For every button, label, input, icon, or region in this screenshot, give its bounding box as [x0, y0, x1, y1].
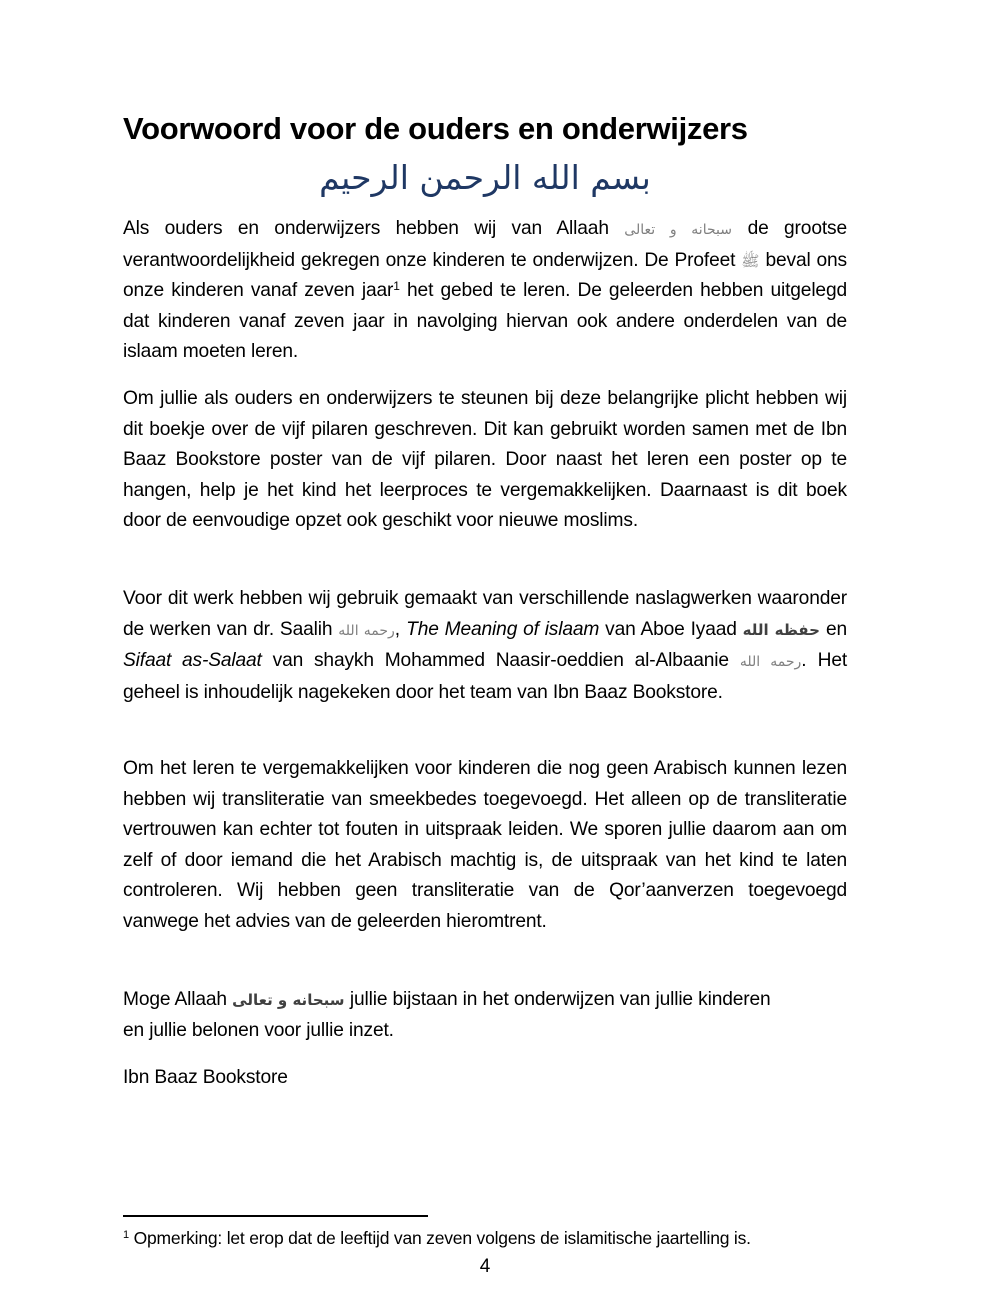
- text-segment: van Aboe Iyaad: [605, 618, 737, 640]
- text-segment: van shaykh Mohammed Naasir-oeddien al-Albaanie: [272, 650, 729, 672]
- footnote-number: 1: [123, 1229, 129, 1241]
- paragraph-dua: [123, 985, 773, 1046]
- text-segment: het gebed te leren. De geleerden hebben uitgelegd dat kinderen vanaf zeven jaar in navolging hiervan ook andere onderdelen van de islaam moeten leren.: [123, 280, 847, 363]
- honorific-rahimahullah: رحمه الله: [338, 622, 395, 639]
- text-segment: de grootse verantwoordelijkheid gekregen onze kinderen te onderwijzen. De Profeet: [123, 218, 847, 271]
- text-segment: Moge Allaah: [123, 989, 227, 1010]
- footnote-separator: [123, 1215, 428, 1217]
- paragraph-purpose: Om jullie als ouders en onderwijzers te steunen bij deze belangrijke plicht hebben wij dit boekje over de vijf pilaren geschreven. Dit kan gebruikt worden samen met de Ibn Baaz Bookstore poster van de vijf pilaren. Door naast het leren een poster op te hangen, help je het kind het leerproces te vergemakkelijken. Daarnaast is dit boek door de eenvoudige opzet ook geschikt voor nieuwe moslims.: [123, 388, 847, 532]
- footnote-reference[interactable]: 1: [393, 279, 400, 294]
- bismillah: بسم الله الرحمن الرحيم: [319, 158, 651, 197]
- honorific-rahimahullah: رحمه الله: [739, 654, 802, 671]
- honorific-subhanahu: سبحانه و تعالى: [624, 222, 732, 238]
- page-number: 4: [479, 1256, 491, 1277]
- footnote: [123, 1228, 751, 1249]
- text-segment: beval ons onze kinderen vanaf zeven jaar: [123, 249, 847, 302]
- honorific-hafidhahullah: حفظه الله: [742, 620, 820, 639]
- paragraph-sources: [123, 584, 847, 708]
- text-segment: en: [825, 618, 848, 640]
- text-segment: Voor dit werk hebben wij gebruik gemaakt van verschillende naslagwerken waaronder de werken van dr. Saalih: [123, 588, 847, 640]
- text-segment: ,: [394, 618, 401, 640]
- book-title: Sifaat as-Salaat: [123, 650, 262, 672]
- text-segment: Als ouders en onderwijzers hebben wij van Allaah: [123, 218, 609, 239]
- honorific-salallahu-alayhi-wasallam-icon: ﷺ: [741, 251, 760, 270]
- book-title: The Meaning of islaam: [406, 618, 600, 640]
- footnote-text: Opmerking: let erop dat de leeftijd van zeven volgens de islamitische jaartelling is.: [133, 1228, 751, 1248]
- text-segment: jullie bijstaan in het onderwijzen van jullie kinderen en jullie belonen voor jullie inzet.: [123, 989, 771, 1041]
- page-title: Voorwoord voor de ouders en onderwijzers: [123, 111, 748, 146]
- signature: Ibn Baaz Bookstore: [123, 1067, 288, 1088]
- honorific-subhanahu: سبحانه و تعالى: [232, 991, 345, 1009]
- text-segment: . Het geheel is inhoudelijk nagekeken door het team van Ibn Baaz Bookstore.: [123, 650, 848, 703]
- paragraph-intro: [123, 214, 847, 368]
- paragraph-transliteration: Om het leren te vergemakkelijken voor kinderen die nog geen Arabisch kunnen lezen hebben wij transliteratie van smeekbedes toegevoegd. Het alleen op de transliteratie vertrouwen kan echter tot fouten in uitspraak leiden. We sporen jullie daarom aan om zelf of door iemand die het Arabisch machtig is, de uitspraak van het kind te laten controleren. Wij hebben geen transliteratie van de Qor’aanverzen toegevoegd vanwege het advies van de geleerden hieromtrent.: [123, 758, 847, 932]
